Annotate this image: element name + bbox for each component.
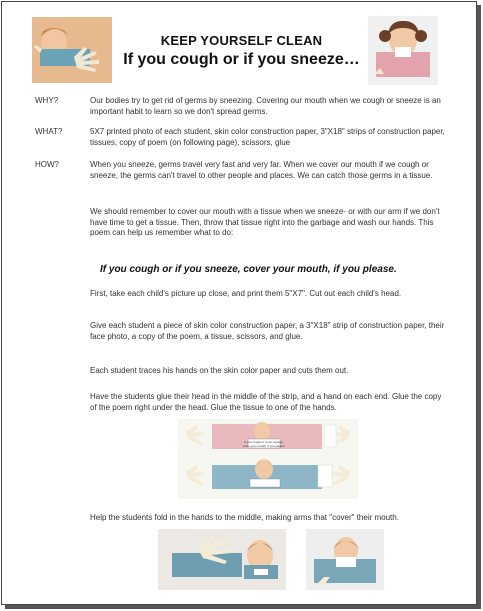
why-text: Our bodies try to get rid of germs by sneezing. Covering our mouth when we cough or sneeze is an important habit to learn so we don't spread germs. — [90, 96, 441, 116]
poem-line: If you cough or if you sneeze, cover your mouth, if you please. — [100, 264, 397, 275]
how-label: HOW? — [35, 160, 59, 169]
craft-strips-photo — [178, 419, 358, 499]
bottom-left-photo — [158, 529, 286, 590]
paragraph-photo: First, take each child's picture up close, and print them 5"X7". Cut out each child's head. — [90, 289, 402, 298]
how-text: When you sneeze, germs travel very fast and very far. When we cover our mouth if we cough or sneeze, the germs can't travel to other people and places. We can catch those germs in a tissue. — [90, 160, 433, 180]
top-left-photo — [32, 17, 112, 83]
paragraph-glue: Have the students glue their head in the middle of the strip, and a hand on each end. Glue the copy of the poem right under the head. Glue the tissue to one of the hands. — [90, 392, 442, 412]
craft-card-line2: cover your mouth, if you please. — [242, 444, 286, 448]
page-title: KEEP YOURSELF CLEAN — [160, 33, 323, 48]
why-label: WHY? — [35, 96, 59, 105]
bottom-right-photo — [306, 529, 384, 590]
what-label: WHAT? — [35, 127, 63, 136]
paragraph-materials: Give each student a piece of skin color construction paper, a 3"X18" strip of construction paper, their face photo, a copy of the poem, a tissue, scissors, and glue. — [90, 321, 445, 341]
what-text: 5X7 printed photo of each student, skin color construction paper, 3"X18" strips of construction paper, tissues, copy of poem (on following page), scissors, glue — [90, 127, 445, 147]
paragraph-fold: Help the students fold in the hands to the middle, making arms that "cover" their mouth. — [90, 513, 399, 522]
craft-card-line1: If you cough or if you sneeze, — [244, 440, 284, 444]
paragraph-trace: Each student traces his hands on the skin color paper and cuts them out. — [90, 366, 349, 375]
paragraph-tissue: We should remember to cover our mouth with a tissue when we sneeze- or with our arm if we don't have time to get a tissue. Then, throw that tissue right into the garbage and wash our hands. This poem can help us remember what to do: — [90, 207, 440, 238]
page-subtitle: If you cough or if you sneeze… — [123, 51, 360, 68]
